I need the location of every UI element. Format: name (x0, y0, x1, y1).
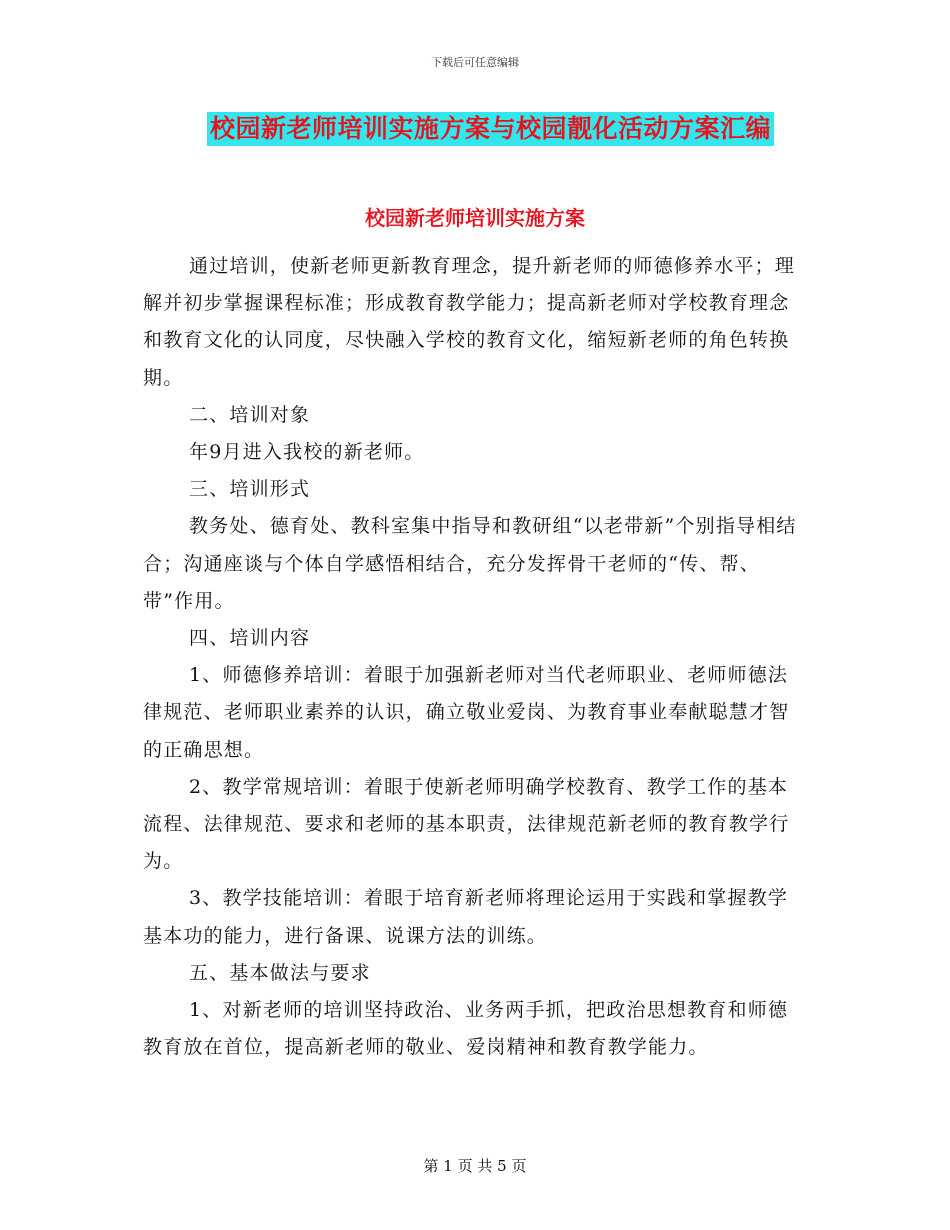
heading-training-content: 四、培训内容 (189, 627, 311, 650)
paragraph-skills-training: 3、教学技能培训：着眼于培育新老师将理论运用于实践和掌握教学基本功的能力，进行备课、说课方法的训练。 (143, 887, 789, 947)
paragraph-training-format: 教务处、德育处、教科室集中指导和教研组“以老带新”个别指导相结合；沟通座谈与个体自学感悟相结合，充分发挥骨干老师的“传、帮、带”作用。 (143, 515, 797, 612)
paragraph-routine-training: 2、教学常规培训：着眼于使新老师明确学校教育、教学工作的基本流程、法律规范、要求和老师的基本职责，法律规范新老师的教育教学行为。 (143, 775, 790, 873)
document-body (143, 248, 808, 1066)
heading-training-format: 三、培训形式 (189, 478, 311, 501)
header-note: 下载后可任意编辑 (431, 56, 519, 69)
paragraph-training-targets: 年9月进入我校的新老师。 (189, 441, 425, 464)
page-footer: 第 1 页 共 5 页 (423, 1157, 527, 1175)
heading-training-targets: 二、培训对象 (189, 403, 311, 426)
document-title: 校园新老师培训实施方案与校园靓化活动方案汇编 (207, 112, 774, 146)
section-title: 校园新老师培训实施方案 (365, 206, 585, 230)
paragraph-ethics-training: 1、师德修养培训：着眼于加强新老师对当代老师职业、老师师德法律规范、老师职业素养的认识，确立敬业爱岗、为教育事业奉献聪慧才智的正确思想。 (143, 664, 790, 761)
paragraph-method-1: 1、对新老师的培训坚持政治、业务两手抓，把政治思想教育和师德教育放在首位，提高新老师的敬业、爱岗精神和教育教学能力。 (143, 999, 789, 1059)
paragraph-intro: 通过培训，使新老师更新教育理念，提升新老师的师德修养水平；理解并初步掌握课程标准；形成教育教学能力；提高新老师对学校教育理念和教育文化的认同度，尽快融入学校的教育文化，缩短新老师的角色转换期。 (143, 255, 796, 389)
heading-methods-requirements: 五、基本做法与要求 (189, 961, 371, 984)
